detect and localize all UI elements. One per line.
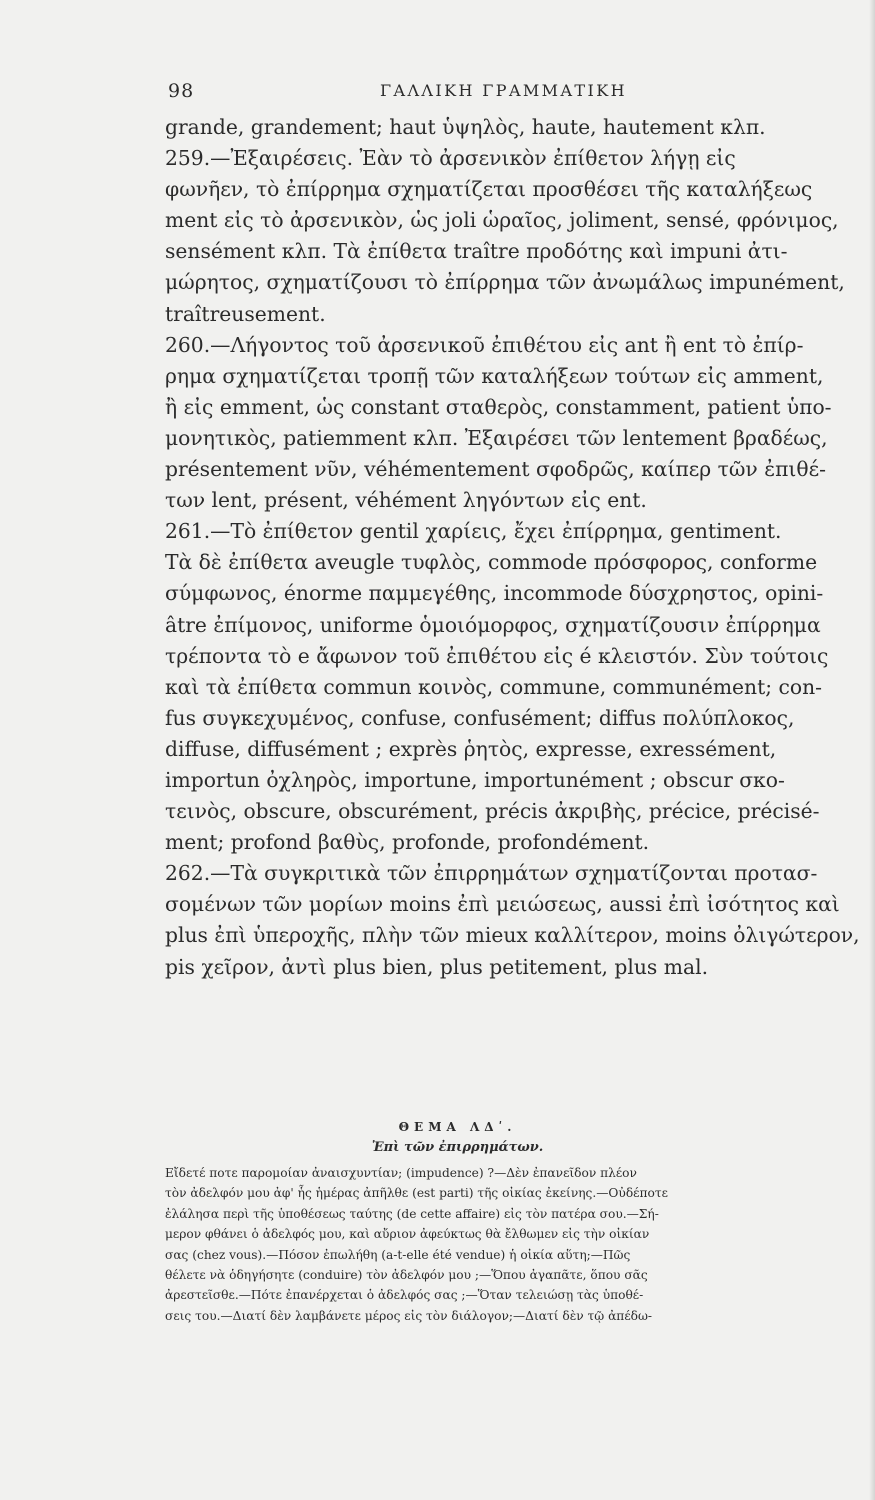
page-number: 98 <box>168 80 195 102</box>
text-line: grande, grandement; haut ὑψηλὸς, haute, hautement κλπ. <box>165 115 766 139</box>
text-line: importun ὀχληρὸς, importune, importunément ; obscur σκο- <box>165 767 785 792</box>
text-line: diffuse, diffusément ; exprès ῥητὸς, expresse, exressément, <box>165 736 777 761</box>
text-line: σύμφωνος, énorme παμμεγέθης, incommode δύσχρηστος, opini- <box>165 581 824 606</box>
text-line: μώρητος, σχηματίζουσι τὸ ἐπίρρημα τῶν ἀνωμάλως impunément, <box>165 270 845 295</box>
text-line: φωνῆεν, τὸ ἐπίρρημα σχηματίζεται προσθέσει τῆς καταλήξεως <box>165 177 813 202</box>
main-text <box>165 112 875 983</box>
text-line: 259.—Ἐξαιρέσεις. Ἐὰν τὸ ἀρσενικὸν ἐπίθετον λήγῃ εἰς <box>165 146 736 171</box>
page-header <box>168 80 868 110</box>
text-line: ρημα σχηματίζεται τροπῇ τῶν καταλήξεων τούτων εἰς amment, <box>165 363 824 388</box>
exercise-line: μερον φθάνει ὁ ἀδελφός μου, καὶ αὔριον ἀφεύκτως θὰ ἔλθωμεν εἰς τὴν οἰκίαν <box>165 1227 650 1242</box>
text-line: traîtreusement. <box>165 301 326 326</box>
exercise-line: ἐλάλησα περὶ τῆς ὑποθέσεως ταύτης (de cette affaire) εἰς τὸν πατέρα σου.—Σή- <box>165 1206 659 1221</box>
text-line: καὶ τὰ ἐπίθετα commun κοινὸς, commune, communément; con- <box>165 674 823 699</box>
text-line: présentement νῦν, véhémentement σφοδρῶς, καίπερ τῶν ἐπιθέ- <box>165 457 826 482</box>
running-title: ΓΑΛΛΙΚΗ ΓΡΑΜΜΑΤΙΚΗ <box>380 81 627 100</box>
text-line: sensément κλπ. Τὰ ἐπίθετα traître προδότης καὶ impuni ἀτι- <box>165 239 788 264</box>
text-line: Τὰ δὲ ἐπίθετα aveugle τυφλὸς, commode πρόσφορος, conforme <box>165 550 818 575</box>
text-line: μονητικὸς, patiemment κλπ. Ἐξαιρέσει τῶν lentement βραδέως, <box>165 425 828 450</box>
text-line: 260.—Λήγοντος τοῦ ἀρσενικοῦ ἐπιθέτου εἰς ant ἢ ent τὸ ἐπίρ- <box>165 332 804 357</box>
text-line: των lent, présent, véhément ληγόντων εἰς ent. <box>165 488 647 513</box>
exercise-line: ἀρεστεῖσθε.—Πότε ἐπανέρχεται ὁ ἀδελφός σας ;—Ὅταν τελειώσῃ τὰς ὑποθέ- <box>165 1288 644 1303</box>
text-line: ἢ εἰς emment, ὡς constant σταθερὸς, constamment, patient ὑπο- <box>165 394 832 419</box>
exercise-line: σας (chez vous).—Πόσον ἐπωλήθη (a-t-elle été vendue) ἡ οἰκία αὕτη;—Πῶς <box>165 1247 631 1262</box>
text-line: σομένων τῶν μορίων moins ἐπὶ μειώσεως, aussi ἐπὶ ἰσότητος καὶ <box>165 892 840 917</box>
text-line: âtre ἐπίμονος, uniforme ὁμοιόμορφος, σχηματίζουσιν ἐπίρρημα <box>165 612 821 637</box>
text-line: ment; profond βαθὺς, profonde, profondément. <box>165 830 650 855</box>
text-line: τρέποντα τὸ e ἄφωνον τοῦ ἐπιθέτου εἰς é κλειστόν. Σὺν τούτοις <box>165 643 829 668</box>
exercise-line: θέλετε νὰ ὁδηγήσητε (conduire) τὸν ἀδελφόν μου ;—Ὅπου ἀγαπᾶτε, ὅπου σᾶς <box>165 1267 648 1282</box>
text-line: ment εἰς τὸ ἀρσενικὸν, ὡς joli ὡραῖος, joliment, sensé, φρόνιμος, <box>165 208 839 233</box>
exercise-line: τὸν ἀδελφόν μου ἀφ' ἧς ἡμέρας ἀπῆλθε (est parti) τῆς οἰκίας ἐκείνης.—Οὐδέποτε <box>165 1186 668 1201</box>
exercise-subtitle: Ἐπὶ τῶν ἐπιρρημάτων. <box>371 1140 544 1155</box>
exercise-title: ΘΕΜΑ ΛΔʹ. <box>398 1120 517 1134</box>
text-line: pis χεῖρον, ἀντὶ plus bien, plus petitement, plus mal. <box>165 954 709 979</box>
exercise-line: σεις του.—Διατί δὲν λαμβάνετε μέρος εἰς τὸν διάλογον;—Διατί δὲν τῷ ἀπέδω- <box>165 1308 653 1323</box>
text-line: fus συγκεχυμένος, confuse, confusément; diffus πολύπλοκος, <box>165 705 795 730</box>
page-edge-shadow <box>869 0 875 1500</box>
exercise-line: Εἴδετέ ποτε παρομοίαν ἀναισχυντίαν; (impudence) ?—Δὲν ἐπανεῖδον πλέον <box>165 1166 637 1180</box>
text-line: plus ἐπὶ ὑπεροχῆς, πλὴν τῶν mieux καλλίτερον, moins ὀλιγώτερον, <box>165 923 860 948</box>
text-line: τεινὸς, obscure, obscurément, précis ἀκριβὴς, précice, précisé- <box>165 799 820 824</box>
text-line: 261.—Τὸ ἐπίθετον gentil χαρίεις, ἔχει ἐπίρρημα, gentiment. <box>165 519 782 544</box>
text-line: 262.—Τὰ συγκριτικὰ τῶν ἐπιρρημάτων σχηματίζονται προτασ- <box>165 861 818 886</box>
exercise-text <box>165 1163 875 1326</box>
